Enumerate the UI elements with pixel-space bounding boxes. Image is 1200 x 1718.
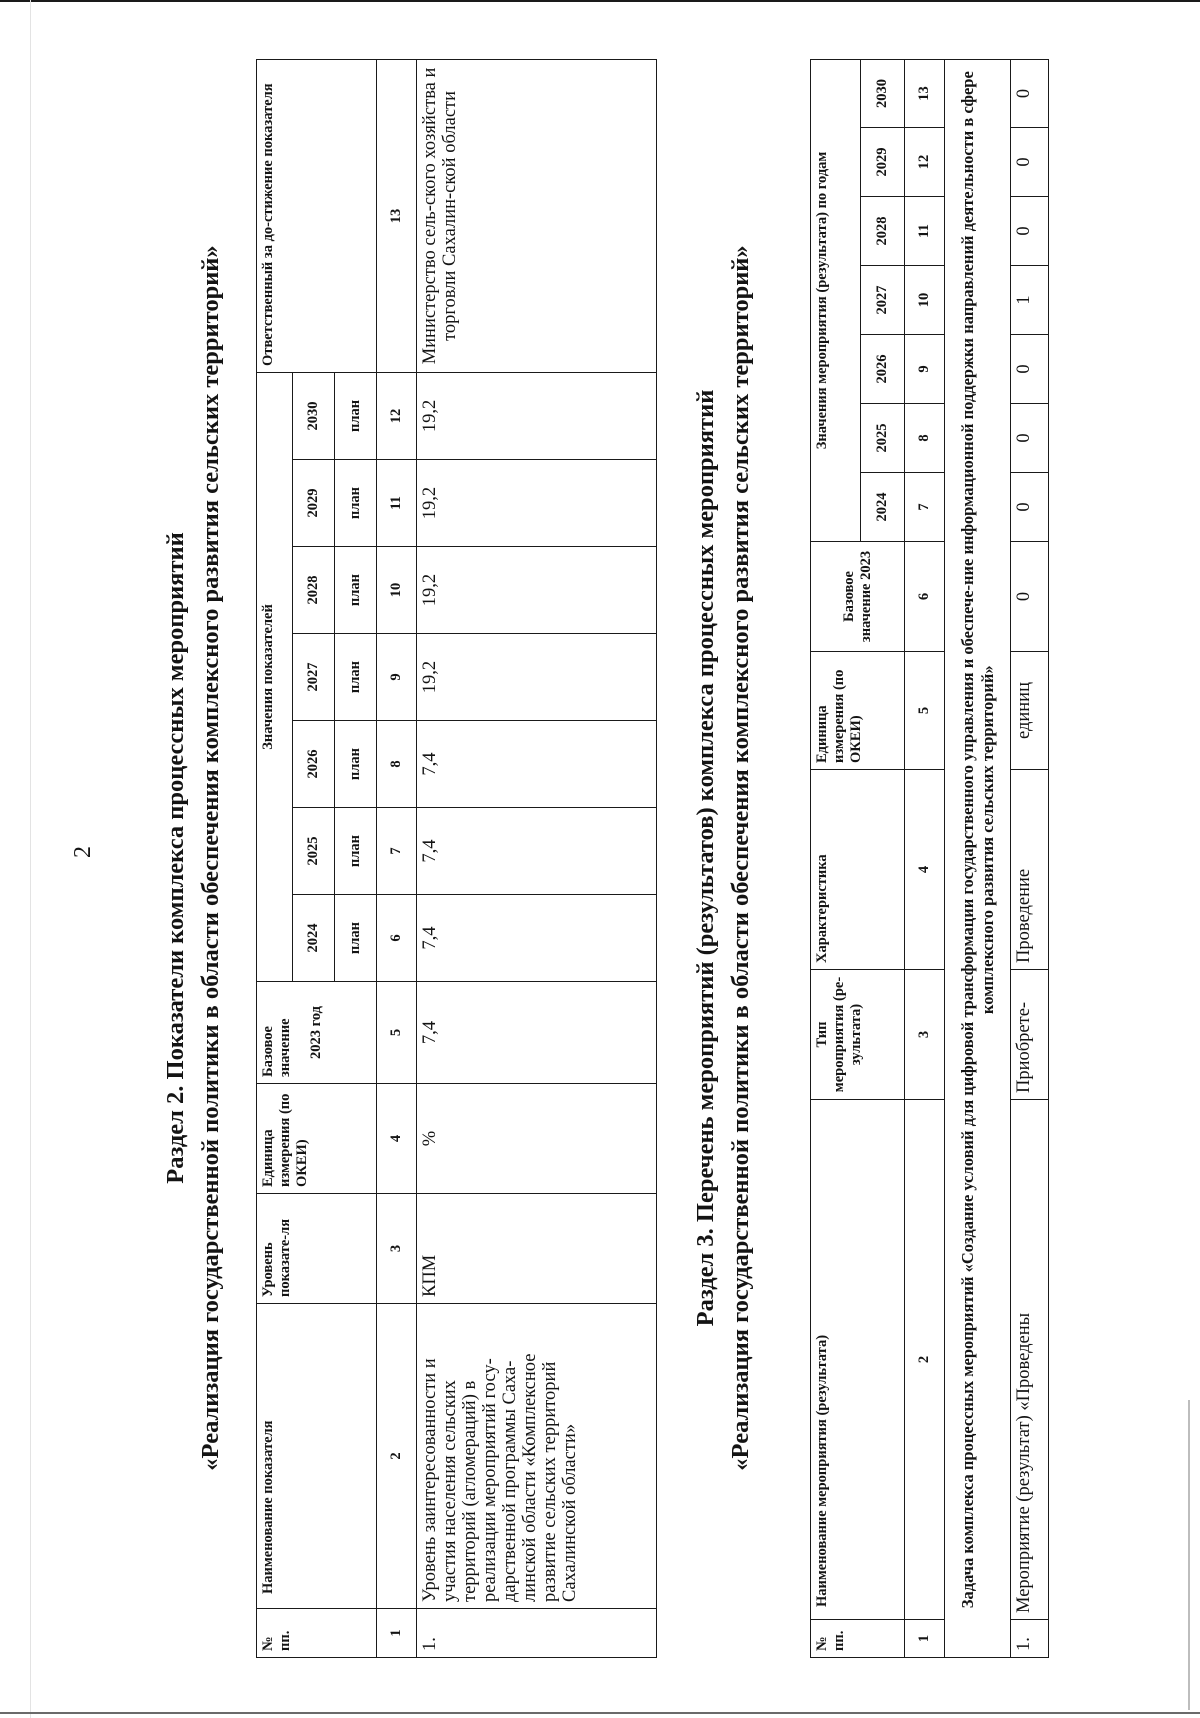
s3-row-value: 0 — [1011, 335, 1049, 404]
s3-year: 2026 — [861, 335, 905, 404]
s2-header-base-year: 2023 год — [308, 1006, 324, 1060]
s3-row-value: 0 — [1011, 59, 1049, 127]
s2-col-number: 3 — [377, 1194, 417, 1304]
s2-row-unit: % — [417, 1084, 657, 1194]
s3-row-value: 1 — [1011, 266, 1049, 335]
s3-col-number: 11 — [905, 197, 945, 266]
s3-col-number: 6 — [905, 542, 945, 652]
s3-row-num: 1. — [1011, 1620, 1049, 1658]
s3-col-number: 2 — [905, 1100, 945, 1620]
s2-col-number: 8 — [377, 721, 417, 808]
s3-row-type: Приобрете- — [1011, 970, 1049, 1100]
page-number: 2 — [70, 846, 96, 858]
s3-task-row: Задача комплекса процессных мероприятий «Создание условий для цифровой трансформации государственного управления и обеспече-ние информационной поддержки направлений деятельности в сфере комплексного развития сельских территорий» — [945, 59, 1011, 1619]
s2-year: 2027 — [293, 634, 335, 721]
section3-table — [810, 59, 1049, 1658]
s2-col-number: 7 — [377, 808, 417, 895]
s2-header-values: Значения показателей — [257, 372, 293, 981]
s2-year: 2024 — [293, 895, 335, 982]
s2-row-responsible: Министерство сель-ского хозяйства и торговли Сахалин-ской области — [417, 59, 657, 372]
s3-row-char: Проведение — [1011, 770, 1049, 970]
s2-plan-label: план — [335, 721, 377, 808]
s3-year: 2024 — [861, 473, 905, 542]
section3-title: Раздел 3. Перечень мероприятий (результатов) комплекса процессных мероприятий — [692, 389, 719, 1327]
s3-row-name: Мероприятие (результат) «Проведены — [1011, 1100, 1049, 1620]
s2-col-number: 4 — [377, 1084, 417, 1194]
s3-row-unit: единиц — [1011, 652, 1049, 770]
s3-col-number: 9 — [905, 335, 945, 404]
s2-row-name: Уровень заинтересованности и участия населения сельских территорий (агломераций) в реализации мероприятий госу-дарственной программы Саха-линской области «Комплексное развитие сельских территорий Сахалинской области» — [417, 1304, 657, 1609]
s2-header-level: Уровень показате-ля — [257, 1194, 377, 1304]
s3-header-base: Базовое значение 2023 — [811, 542, 905, 652]
s3-header-name: Наименование мероприятия (результата) — [811, 1100, 905, 1620]
s3-col-number: 5 — [905, 652, 945, 770]
s3-header-unit: Единица измерения (по ОКЕИ) — [811, 652, 905, 770]
s2-row-value: 19,2 — [417, 372, 657, 459]
s3-col-number: 4 — [905, 770, 945, 970]
section2-title: Раздел 2. Показатели комплекса процессных мероприятий — [162, 532, 189, 1184]
s2-year: 2028 — [293, 547, 335, 634]
s2-year: 2026 — [293, 721, 335, 808]
s2-col-number: 9 — [377, 634, 417, 721]
section2-table — [256, 59, 657, 1658]
s3-task-spacer — [945, 1620, 1011, 1658]
s2-plan-label: план — [335, 895, 377, 982]
s3-header-type: Тип мероприятия (ре-зультата) — [811, 970, 905, 1100]
s2-header-responsible: Ответственный за до-стижение показателя — [257, 59, 377, 372]
s3-col-number: 8 — [905, 404, 945, 473]
s2-year: 2025 — [293, 808, 335, 895]
s3-row-value: 0 — [1011, 404, 1049, 473]
s3-year: 2025 — [861, 404, 905, 473]
s3-row-value: 0 — [1011, 128, 1049, 197]
s2-row-value: 7,4 — [417, 895, 657, 982]
s2-header-base — [257, 982, 377, 1084]
s3-year: 2028 — [861, 197, 905, 266]
s2-year: 2029 — [293, 460, 335, 547]
s2-header-name: Наименование показателя — [257, 1304, 377, 1609]
s2-header-num: № пп. — [257, 1609, 377, 1658]
s3-col-number: 13 — [905, 59, 945, 127]
s2-col-number: 12 — [377, 372, 417, 459]
s2-row-value: 7,4 — [417, 721, 657, 808]
s2-row-num: 1. — [417, 1609, 657, 1658]
s2-col-number: 11 — [377, 460, 417, 547]
s2-col-number: 6 — [377, 895, 417, 982]
s2-col-number: 1 — [377, 1609, 417, 1658]
s2-row-base: 7,4 — [417, 982, 657, 1084]
s2-col-number: 2 — [377, 1304, 417, 1609]
s2-header-base-label: Базовое значение — [260, 1018, 293, 1077]
s3-row-base: 0 — [1011, 542, 1049, 652]
s3-col-number: 3 — [905, 970, 945, 1100]
section2-subtitle: «Реализация государственной политики в области обеспечения комплексного развития сельских территорий» — [197, 245, 224, 1471]
s2-row-value: 7,4 — [417, 808, 657, 895]
s2-col-number: 10 — [377, 547, 417, 634]
s3-col-number: 1 — [905, 1620, 945, 1658]
s2-col-number: 13 — [377, 59, 417, 372]
section3-subtitle: «Реализация государственной политики в области обеспечения комплексного развития сельских территорий» — [727, 245, 754, 1471]
s2-col-number: 5 — [377, 982, 417, 1084]
s2-plan-label: план — [335, 634, 377, 721]
s3-row-value: 0 — [1011, 197, 1049, 266]
s3-year: 2029 — [861, 128, 905, 197]
s2-plan-label: план — [335, 808, 377, 895]
s2-header-unit: Единица измерения (по ОКЕИ) — [257, 1084, 377, 1194]
s2-plan-label: план — [335, 372, 377, 459]
s2-plan-label: план — [335, 460, 377, 547]
s2-row-value: 19,2 — [417, 634, 657, 721]
s3-row-value: 0 — [1011, 473, 1049, 542]
s3-header-num: № пп. — [811, 1620, 905, 1658]
s3-header-values: Значения мероприятия (результата) по годам — [811, 59, 861, 541]
s3-col-number: 7 — [905, 473, 945, 542]
s2-row-value: 19,2 — [417, 547, 657, 634]
s2-row-level: КПМ — [417, 1194, 657, 1304]
s3-year: 2030 — [861, 59, 905, 127]
s3-header-char: Характеристика — [811, 770, 905, 970]
s2-row-value: 19,2 — [417, 460, 657, 547]
s3-col-number: 12 — [905, 128, 945, 197]
s3-year: 2027 — [861, 266, 905, 335]
s3-col-number: 10 — [905, 266, 945, 335]
s2-plan-label: план — [335, 547, 377, 634]
s2-year: 2030 — [293, 372, 335, 459]
